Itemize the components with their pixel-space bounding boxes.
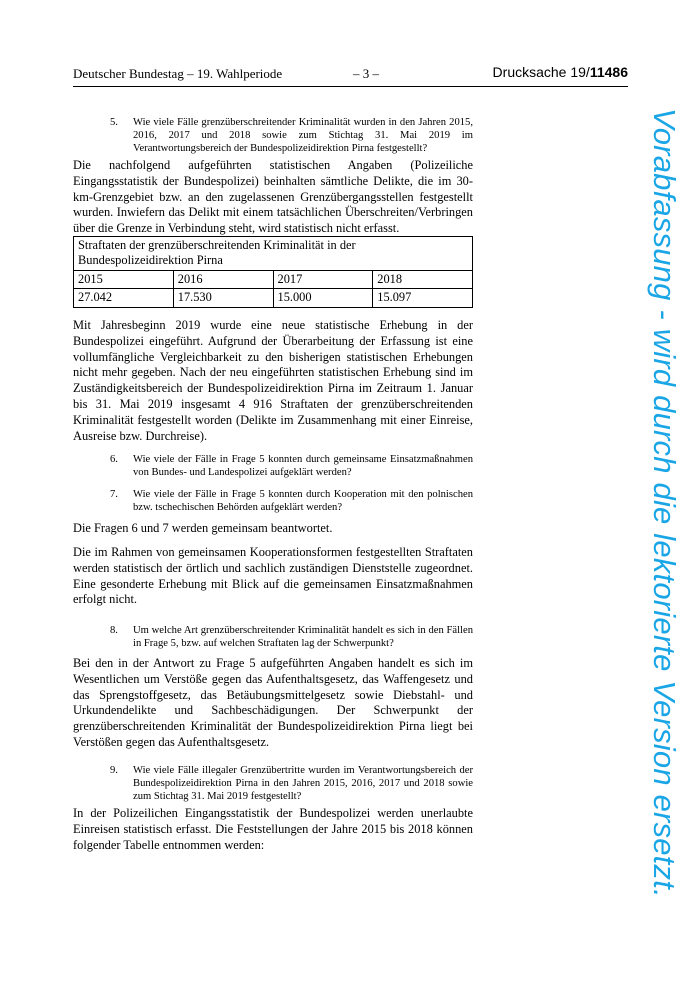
question-number: 5. (110, 117, 118, 128)
answer-6-7: Die im Rahmen von gemeinsamen Kooperationsformen festgestellten Straftaten werden statistisch der örtlich und sachlich zuständigen Dienststelle zugeordnet. Eine gesonderte Erhebung mit Blick auf die gemeinsamen Einsatzmaßnahmen erfolgt nicht. (73, 545, 473, 607)
question-number: 8. (110, 625, 118, 636)
table-value-cell: 27.042 (74, 289, 174, 307)
question-text: Wie viele der Fälle in Frage 5 konnten durch gemeinsame Einsatzmaßnahmen von Bundes- und Landespolizei aufgeklärt werden? (133, 454, 473, 478)
answer-5-followup: Mit Jahresbeginn 2019 wurde eine neue statistische Erhebung in der Bundespolizei eingeführt. Aufgrund der Überarbeitung der Erfassung ist eine vollumfängliche Vergleichbarkeit zu den bisherigen statistischen Erhebungen nicht mehr gegeben. Nach der neu eingeführten statistischen Erhebung sind im Zuständigkeitsbereich der Bundespolizeidirektion Pirna im Zeitraum 1. Januar bis 31. Mai 2019 insgesamt 4 916 Straftaten der grenzüberschreitenden Kriminalität festgestellt worden (Delikte im Zusammenhang mit einer Einreise, Ausreise bzw. Durchreise). (73, 318, 473, 443)
page-header (73, 64, 628, 87)
table-value-row (74, 289, 473, 307)
answer-8: Bei den in der Antwort zu Frage 5 aufgeführten Angaben handelt es sich im Wesentlichen um Verstöße gegen das Aufenthaltsgesetz, das Waffengesetz und das Sprengstoffgesetz, das Betäubungsmittelgesetz sowie Diebstahl- und Urkundendelikte und Sachbeschädigungen. Der Schwerpunkt der grenzüberschreitenden Kriminalität der Bundespolizeidirektion Pirna liegt bei Verstößen gegen das Aufenthaltsgesetz. (73, 656, 473, 749)
draft-watermark: Vorabfassung - wird durch die lektorierte Version ersetzt. (647, 108, 682, 898)
table-year-cell: 2018 (373, 270, 473, 288)
question-5 (110, 116, 473, 155)
answer-6-7-intro: Die Fragen 6 und 7 werden gemeinsam beantwortet. (73, 521, 333, 535)
answer-5-intro: Die nachfolgend aufgeführten statistischen Angaben (Polizeiliche Eingangsstatistik der Bundespolizei) beinhalten sämtliche Delikte, die im 30-km-Grenzgebiet bzw. an den zugelassenen Grenzübergangsstellen festgestellt wurden. Inwiefern das Delikt mit einem tatsächlichen Überschreiten/Verbringen über die Grenze in Verbindung steht, wird statistisch nicht erfasst. (73, 158, 473, 236)
document-number-value: 11486 (589, 64, 628, 80)
table-value-cell: 15.097 (373, 289, 473, 307)
document-number-prefix: Drucksache 19/ (492, 64, 590, 80)
question-8 (110, 624, 473, 650)
question-text: Um welche Art grenzüberschreitender Kriminalität handelt es sich in den Fällen in Frage 5, bzw. auf welchen Straftaten lag der Schwerpunkt? (133, 625, 473, 649)
question-7 (110, 488, 473, 514)
document-number (493, 64, 628, 80)
question-number: 9. (110, 765, 118, 776)
question-text: Wie viele Fälle grenzüberschreitender Kriminalität wurden in den Jahren 2015, 2016, 2017 und 2018 sowie zum Stichtag 31. Mai 2019 im Verantwortungsbereich der Bundespolizeidirektion Pirna festgestellt? (133, 117, 473, 154)
table-caption: Straftaten der grenzüberschreitenden Kriminalität in der Bundespolizeidirektion Pirna (74, 237, 473, 271)
question-number: 7. (110, 489, 118, 500)
table-value-cell: 15.000 (273, 289, 373, 307)
page-number: – 3 – (353, 66, 379, 81)
table-year-cell: 2015 (74, 270, 174, 288)
answer-9: In der Polizeilichen Eingangsstatistik der Bundespolizei werden unerlaubte Einreisen statistisch erfasst. Die Feststellungen der Jahre 2015 bis 2018 können folgender Tabelle entnommen werden: (73, 806, 473, 852)
header-parliament: Deutscher Bundestag – 19. Wahlperiode (73, 66, 283, 81)
crime-table (73, 236, 473, 308)
question-number: 6. (110, 454, 118, 465)
table-caption-row (74, 237, 473, 271)
table-year-cell: 2016 (173, 270, 273, 288)
table-value-cell: 17.530 (173, 289, 273, 307)
table-year-cell: 2017 (273, 270, 373, 288)
question-text: Wie viele Fälle illegaler Grenzübertritte wurden im Verantwortungsbereich der Bundespolizeidirektion Pirna in den Jahren 2015, 2016, 2017 und 2018 sowie zum Stichtag 31. Mai 2019 festgestellt? (133, 765, 473, 802)
question-6 (110, 453, 473, 479)
question-text: Wie viele der Fälle in Frage 5 konnten durch Kooperation mit den polnischen bzw. tschechischen Behörden aufgeklärt werden? (133, 489, 473, 513)
table-header-row (74, 270, 473, 288)
question-9 (110, 764, 473, 803)
